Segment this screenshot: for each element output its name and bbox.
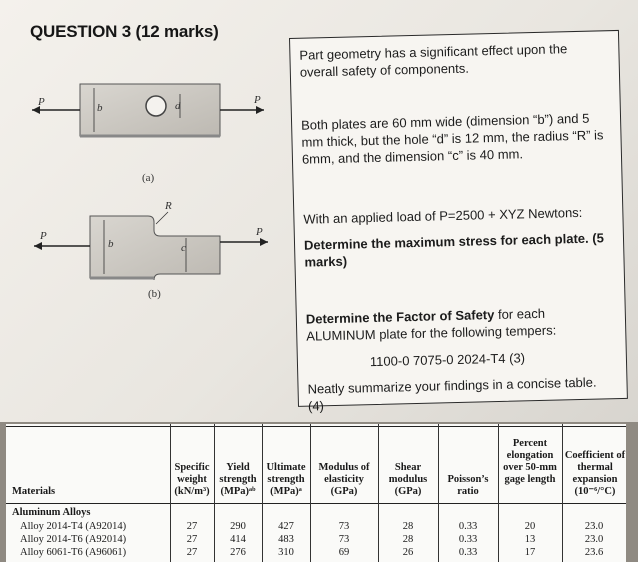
table-cell: 20 bbox=[524, 521, 536, 532]
table-cell: 23.6 bbox=[584, 547, 604, 558]
table-cell: 27 bbox=[186, 547, 198, 558]
table-group-aluminum: Aluminum Alloys bbox=[12, 507, 91, 518]
plate-b-arrowhead-left bbox=[34, 242, 42, 250]
table-cell: 0.33 bbox=[458, 521, 478, 532]
plate-b-load-label-left: P bbox=[40, 230, 47, 242]
table-header-specific-weight: Specific weight (kN/m³) bbox=[174, 462, 210, 497]
table-header-percent-elongation: Percent elongation over 50-mm gage length bbox=[503, 438, 557, 485]
table-cell: 73 bbox=[338, 521, 350, 532]
plate-b-load-label-right: P bbox=[256, 226, 263, 238]
plate-b-caption: (b) bbox=[148, 288, 161, 300]
table-header-yield-strength: Yield strength (MPa)ᵃᵇ bbox=[219, 462, 257, 497]
table-cell: 23.0 bbox=[584, 521, 604, 532]
table-header-thermal-expansion: Coefficient of thermal expansion (10⁻⁶/°C) bbox=[564, 450, 626, 497]
table-cell: 310 bbox=[278, 547, 294, 558]
table-cell: 427 bbox=[278, 521, 294, 532]
plate-a-hole bbox=[146, 96, 166, 116]
plate-b-arrowhead-right bbox=[260, 238, 268, 246]
table-cell: 73 bbox=[338, 534, 350, 545]
table-header-shear-modulus: Shear modulus (GPa) bbox=[388, 462, 428, 497]
plate-b-radius-label: R bbox=[165, 200, 172, 212]
table-row-material: Alloy 6061-T6 (A96061) bbox=[20, 547, 127, 558]
plate-b-radius-leader bbox=[156, 212, 168, 224]
plate-b-dim-c-label: c bbox=[181, 242, 186, 254]
dimensions-text: Both plates are 60 mm wide (dimension “b”) and 5 mm thick, but the hole “d” is 12 mm, the radius “R” is 6mm, and the dimension “c” is 40 mm. bbox=[300, 110, 604, 167]
plate-a-load-label-right: P bbox=[254, 94, 261, 106]
table-header-poissons-ratio: Poisson’s ratio bbox=[447, 474, 489, 497]
table-header-ultimate-strength: Ultimate strength (MPa)ᵃ bbox=[266, 462, 306, 497]
plate-a-arrowhead-right bbox=[256, 106, 264, 114]
intro-text: Part geometry has a significant effect upon the overall safety of components. bbox=[299, 41, 568, 80]
table-cell: 483 bbox=[278, 534, 294, 545]
problem-statement-box bbox=[289, 30, 628, 414]
task-fos-bold: Determine the Factor of Safety bbox=[305, 307, 495, 327]
table-cell: 17 bbox=[524, 547, 536, 558]
plate-a-caption: (a) bbox=[142, 172, 155, 184]
table-cell: 0.33 bbox=[458, 547, 478, 558]
table-top-rule bbox=[6, 426, 626, 427]
table-row-material: Alloy 2014-T4 (A92014) bbox=[20, 521, 127, 532]
table-cell: 414 bbox=[230, 534, 246, 545]
table-cell: 276 bbox=[230, 547, 246, 558]
table-row-material: Alloy 2014-T6 (A92014) bbox=[20, 534, 127, 545]
table-cell: 27 bbox=[186, 521, 198, 532]
task-fos-rest: for each ALUMINUM plate for the following tempers: bbox=[306, 305, 557, 344]
table-cell: 13 bbox=[524, 534, 536, 545]
task-max-stress: Determine the maximum stress for each plate. (5 marks) bbox=[303, 230, 605, 270]
table-cell: 69 bbox=[338, 547, 350, 558]
load-text: With an applied load of P=2500 + XYZ Newtons: bbox=[303, 204, 583, 227]
tempers-list: 1100-0 7075-0 2024-T4 (3) bbox=[369, 350, 526, 370]
plate-a-load-label-left: P bbox=[38, 96, 45, 108]
figure-area bbox=[28, 80, 290, 310]
summary-text: Neatly summarize your findings in a concise table. (4) bbox=[307, 374, 597, 414]
table-cell: 26 bbox=[402, 547, 414, 558]
plate-diagrams bbox=[28, 80, 290, 310]
table-cell: 27 bbox=[186, 534, 198, 545]
table-cell: 23.0 bbox=[584, 534, 604, 545]
table-header-rule bbox=[6, 503, 626, 504]
plate-a-dim-d-label: d bbox=[175, 100, 181, 112]
table-cell: 290 bbox=[230, 521, 246, 532]
table-cell: 28 bbox=[402, 521, 414, 532]
material-properties-table bbox=[6, 424, 626, 562]
task-factor-of-safety bbox=[306, 303, 613, 344]
table-cell: 28 bbox=[402, 534, 414, 545]
plate-b-diagram bbox=[34, 212, 268, 280]
table-header-materials: Materials bbox=[12, 486, 56, 497]
table-header-modulus-elasticity: Modulus of elasticity (GPa) bbox=[318, 462, 370, 497]
question-title: QUESTION 3 (12 marks) bbox=[30, 22, 219, 41]
plate-a-diagram bbox=[32, 84, 264, 136]
plate-a-dim-b-label: b bbox=[97, 102, 103, 114]
plate-b-dim-b-label: b bbox=[108, 238, 114, 250]
table-cell: 0.33 bbox=[458, 534, 478, 545]
